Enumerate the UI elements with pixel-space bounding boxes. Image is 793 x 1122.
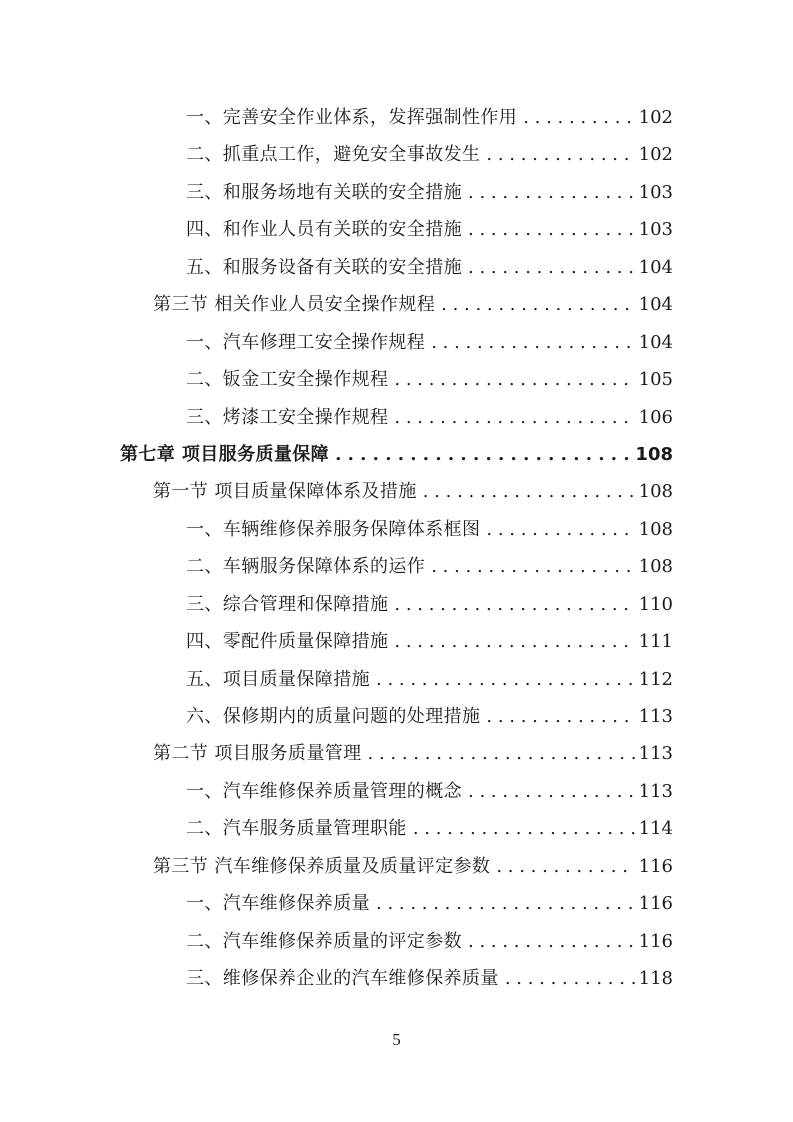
toc-leader-dots — [468, 174, 635, 211]
toc-section-entry[interactable] — [0, 286, 793, 323]
toc-entry-title: 一、汽车维修保养质量管理的概念 — [186, 780, 462, 802]
toc-section-entry[interactable] — [0, 473, 793, 510]
toc-entry-page: 113 — [638, 706, 673, 727]
toc-entry[interactable] — [0, 773, 793, 810]
toc-entry-page: 104 — [638, 294, 673, 316]
toc-entry[interactable] — [0, 810, 793, 847]
toc-entry-page: 116 — [638, 893, 673, 915]
toc-entry-title: 三、综合管理和保障措施 — [186, 593, 389, 615]
toc-entry-title: 二、汽车服务质量管理职能 — [186, 818, 407, 840]
toc-entry-title: 第七章 项目服务质量保障 — [120, 443, 330, 465]
toc-leader-dots — [394, 399, 634, 436]
toc-entry[interactable] — [0, 99, 793, 136]
toc-entry[interactable] — [0, 623, 793, 660]
toc-entry-page: 108 — [635, 443, 673, 465]
toc-entry[interactable] — [0, 548, 793, 585]
toc-entry-page: 110 — [638, 593, 673, 615]
toc-entry-title: 一、汽车修理工安全操作规程 — [186, 331, 426, 353]
toc-section-entry[interactable] — [0, 848, 793, 885]
toc-entry-page: 118 — [638, 968, 673, 990]
toc-entry-title: 第三节 相关作业人员安全操作规程 — [153, 294, 436, 316]
toc-leader-dots — [394, 586, 634, 623]
toc-entry[interactable] — [0, 249, 793, 286]
toc-entry-title: 五、项目质量保障措施 — [186, 668, 370, 690]
toc-entry-page: 103 — [638, 181, 673, 203]
toc-entry[interactable] — [0, 586, 793, 623]
toc-entry-page: 112 — [638, 668, 673, 690]
toc-leader-dots — [431, 548, 634, 585]
toc-entry-title: 三、和服务场地有关联的安全措施 — [186, 181, 462, 203]
toc-leader-dots — [505, 960, 635, 997]
toc-entry[interactable] — [0, 661, 793, 698]
toc-leader-dots — [441, 286, 635, 323]
toc-entry-page: 102 — [638, 144, 673, 166]
toc-entry-title: 四、零配件质量保障措施 — [186, 631, 389, 653]
toc-entry-title: 一、完善安全作业体系，发挥强制性作用 — [186, 107, 518, 128]
toc-entry-page: 104 — [638, 331, 673, 353]
toc-entry-page: 113 — [638, 780, 673, 802]
toc-leader-dots — [431, 324, 634, 361]
toc-leader-dots — [468, 211, 635, 248]
toc-entry-page: 113 — [638, 743, 673, 765]
toc-entry-page: 116 — [638, 855, 673, 877]
toc-entry[interactable] — [0, 511, 793, 548]
toc-leader-dots — [335, 436, 631, 473]
toc-entry[interactable] — [0, 324, 793, 361]
toc-entry-page: 102 — [638, 107, 673, 128]
toc-leader-dots — [468, 923, 635, 960]
toc-leader-dots — [376, 661, 635, 698]
toc-entry-title: 一、车辆维修保养服务保障体系框图 — [186, 518, 481, 540]
toc-entry-title: 三、维修保养企业的汽车维修保养质量 — [186, 968, 499, 990]
toc-entry-page: 103 — [638, 219, 673, 241]
toc-entry-page: 114 — [638, 818, 673, 840]
toc-entry-title: 三、烤漆工安全操作规程 — [186, 406, 389, 428]
toc-entry-title: 二、钣金工安全操作规程 — [186, 369, 389, 391]
toc-leader-dots — [368, 735, 635, 772]
toc-leader-dots — [413, 810, 635, 847]
toc-leader-dots — [468, 773, 635, 810]
toc-entry[interactable] — [0, 960, 793, 997]
toc-entry-title: 第二节 项目服务质量管理 — [153, 743, 362, 765]
toc-entry-title: 第三节 汽车维修保养质量及质量评定参数 — [153, 855, 491, 877]
toc-entry[interactable] — [0, 399, 793, 436]
toc-entry[interactable] — [0, 923, 793, 960]
toc-leader-dots — [486, 698, 634, 735]
toc-entry-page: 108 — [638, 518, 673, 540]
toc-chapter-entry[interactable] — [0, 436, 793, 473]
toc-entry-title: 二、车辆服务保障体系的运作 — [186, 556, 426, 578]
toc-leader-dots — [523, 99, 634, 136]
toc-entry-title: 四、和作业人员有关联的安全措施 — [186, 219, 462, 241]
toc-entry-title: 二、汽车维修保养质量的评定参数 — [186, 930, 462, 952]
table-of-contents — [0, 99, 793, 998]
toc-entry-title: 五、和服务设备有关联的安全措施 — [186, 256, 462, 278]
toc-entry[interactable] — [0, 136, 793, 173]
toc-leader-dots — [496, 848, 634, 885]
toc-leader-dots — [468, 249, 635, 286]
toc-section-entry[interactable] — [0, 735, 793, 772]
toc-entry-page: 106 — [638, 406, 673, 428]
page-number: 5 — [392, 1030, 401, 1049]
toc-entry-title: 二、抓重点工作，避免安全事故发生 — [186, 144, 481, 166]
toc-entry-page: 116 — [638, 930, 673, 952]
toc-leader-dots — [423, 473, 635, 510]
toc-entry-title: 一、汽车维修保养质量 — [186, 893, 370, 915]
toc-leader-dots — [394, 361, 634, 398]
toc-entry[interactable] — [0, 698, 793, 735]
toc-entry[interactable] — [0, 211, 793, 248]
toc-entry-page: 111 — [638, 631, 673, 653]
toc-leader-dots — [486, 511, 634, 548]
toc-entry-page: 108 — [638, 556, 673, 578]
toc-entry-page: 105 — [638, 369, 673, 391]
toc-entry[interactable] — [0, 885, 793, 922]
toc-leader-dots — [486, 136, 634, 173]
toc-entry[interactable] — [0, 361, 793, 398]
toc-entry-title: 六、保修期内的质量问题的处理措施 — [186, 706, 481, 727]
toc-leader-dots — [394, 623, 634, 660]
toc-leader-dots — [376, 885, 635, 922]
toc-entry-title: 第一节 项目质量保障体系及措施 — [153, 481, 417, 503]
toc-entry-page: 108 — [638, 481, 673, 503]
toc-entry[interactable] — [0, 174, 793, 211]
toc-entry-page: 104 — [638, 256, 673, 278]
